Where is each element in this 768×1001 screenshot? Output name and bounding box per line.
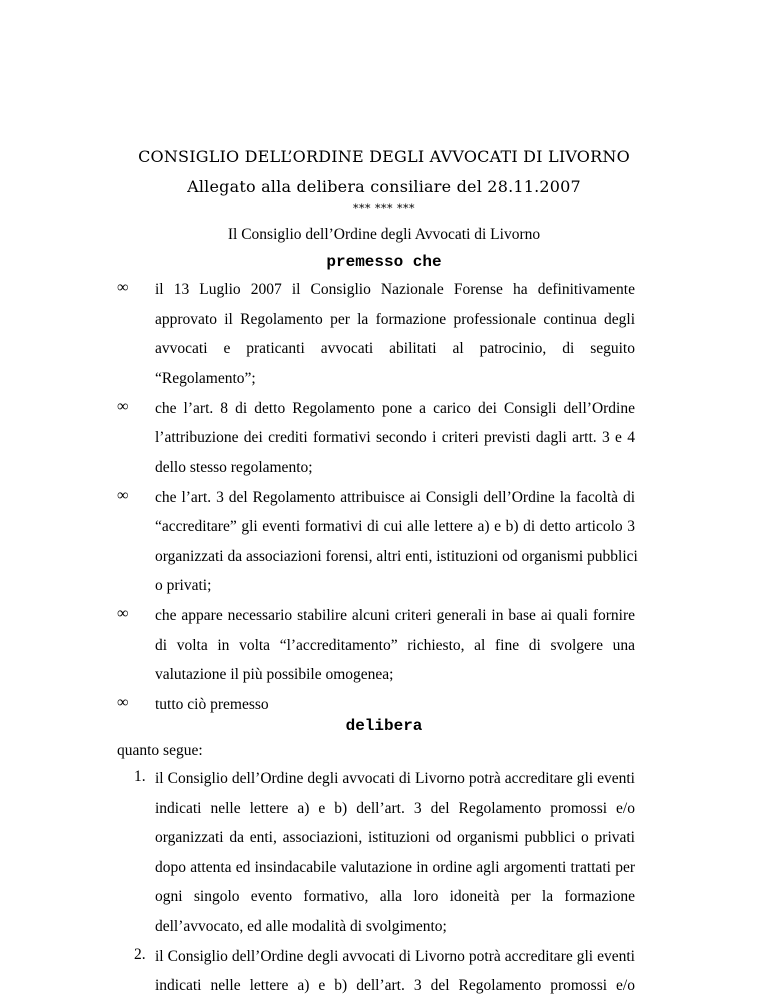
text-line: di volta in volta “l’accreditamento” richiesto, al fine di svolgere una xyxy=(155,636,635,654)
text-line: l’attribuzione dei crediti formativi secondo i criteri previsti dagli artt. 3 e 4 xyxy=(155,429,635,446)
text-line: approvato il Regolamento per la formazione professionale continua degli xyxy=(155,310,635,328)
premesso-item xyxy=(155,275,635,393)
delibera-item xyxy=(155,764,635,941)
text-line: indicati nelle lettere a) e b) dell’art. 3 del Regolamento promossi e/o xyxy=(155,977,635,994)
text-line: tutto ciò premesso xyxy=(155,696,269,713)
text-line: organizzati da enti, associazioni, istituzioni od organismi pubblici o privati xyxy=(155,829,635,846)
premesso-heading: premesso che xyxy=(326,253,442,271)
text-line: che l’art. 3 del Regolamento attribuisce ai Consigli dell’Ordine la facoltà di xyxy=(155,488,635,506)
council-line: Il Consiglio dell’Ordine degli Avvocati di Livorno xyxy=(227,226,541,243)
premesso-item xyxy=(155,690,635,720)
bullet-symbol: ∞ xyxy=(117,694,129,711)
item-number: 2. xyxy=(134,945,146,963)
premesso-item xyxy=(155,601,635,690)
text-line: che l’art. 8 di detto Regolamento pone a carico dei Consigli dell’Ordine xyxy=(155,399,635,417)
document-title: CONSIGLIO DELL’ORDINE DEGLI AVVOCATI DI LIVORNO xyxy=(138,147,630,166)
bullet-symbol: ∞ xyxy=(117,397,129,415)
separator-stars: *** *** *** xyxy=(353,202,415,215)
premesso-item xyxy=(155,483,638,601)
text-line: il Consiglio dell’Ordine degli avvocati di Livorno potrà accreditare gli eventi xyxy=(155,770,635,787)
delibera-heading: delibera xyxy=(345,717,423,735)
item-number: 1. xyxy=(134,768,146,785)
text-line: che appare necessario stabilire alcuni criteri generali in base ai quali fornire xyxy=(155,607,635,624)
document-subtitle: Allegato alla delibera consiliare del 28.11.2007 xyxy=(187,177,581,196)
text-line: ogni singolo evento formativo, alla loro idoneità per la formazione xyxy=(155,888,635,905)
text-line: indicati nelle lettere a) e b) dell’art. 3 del Regolamento promossi e/o xyxy=(155,799,635,817)
bullet-symbol: ∞ xyxy=(117,486,129,504)
delibera-intro: quanto segue: xyxy=(117,742,203,759)
text-line: dopo attenta ed insindacabile valutazione in ordine agli argomenti trattati per xyxy=(155,858,635,876)
text-line: il 13 Luglio 2007 il Consiglio Nazionale Forense ha definitivamente xyxy=(155,281,635,298)
text-line: il Consiglio dell’Ordine degli avvocati di Livorno potrà accreditare gli eventi xyxy=(155,947,635,965)
text-line: o privati; xyxy=(155,577,212,594)
text-line: organizzati da associazioni forensi, altri enti, istituzioni od organismi pubblici xyxy=(155,547,638,565)
text-line: avvocati e praticanti avvocati abilitati al patrocinio, di seguito xyxy=(155,340,635,357)
text-line: dell’avvocato, ed alle modalità di svolgimento; xyxy=(155,917,447,935)
text-line: “accreditare” gli eventi formativi di cui alle lettere a) e b) di detto articolo 3 xyxy=(155,518,635,535)
bullet-symbol: ∞ xyxy=(117,279,129,296)
text-line: dello stesso regolamento; xyxy=(155,458,313,476)
delibera-item xyxy=(155,942,635,1001)
bullet-symbol: ∞ xyxy=(117,605,129,622)
text-line: valutazione il più possibile omogenea; xyxy=(155,666,394,683)
premesso-item xyxy=(155,394,635,483)
text-line: “Regolamento”; xyxy=(155,369,256,387)
